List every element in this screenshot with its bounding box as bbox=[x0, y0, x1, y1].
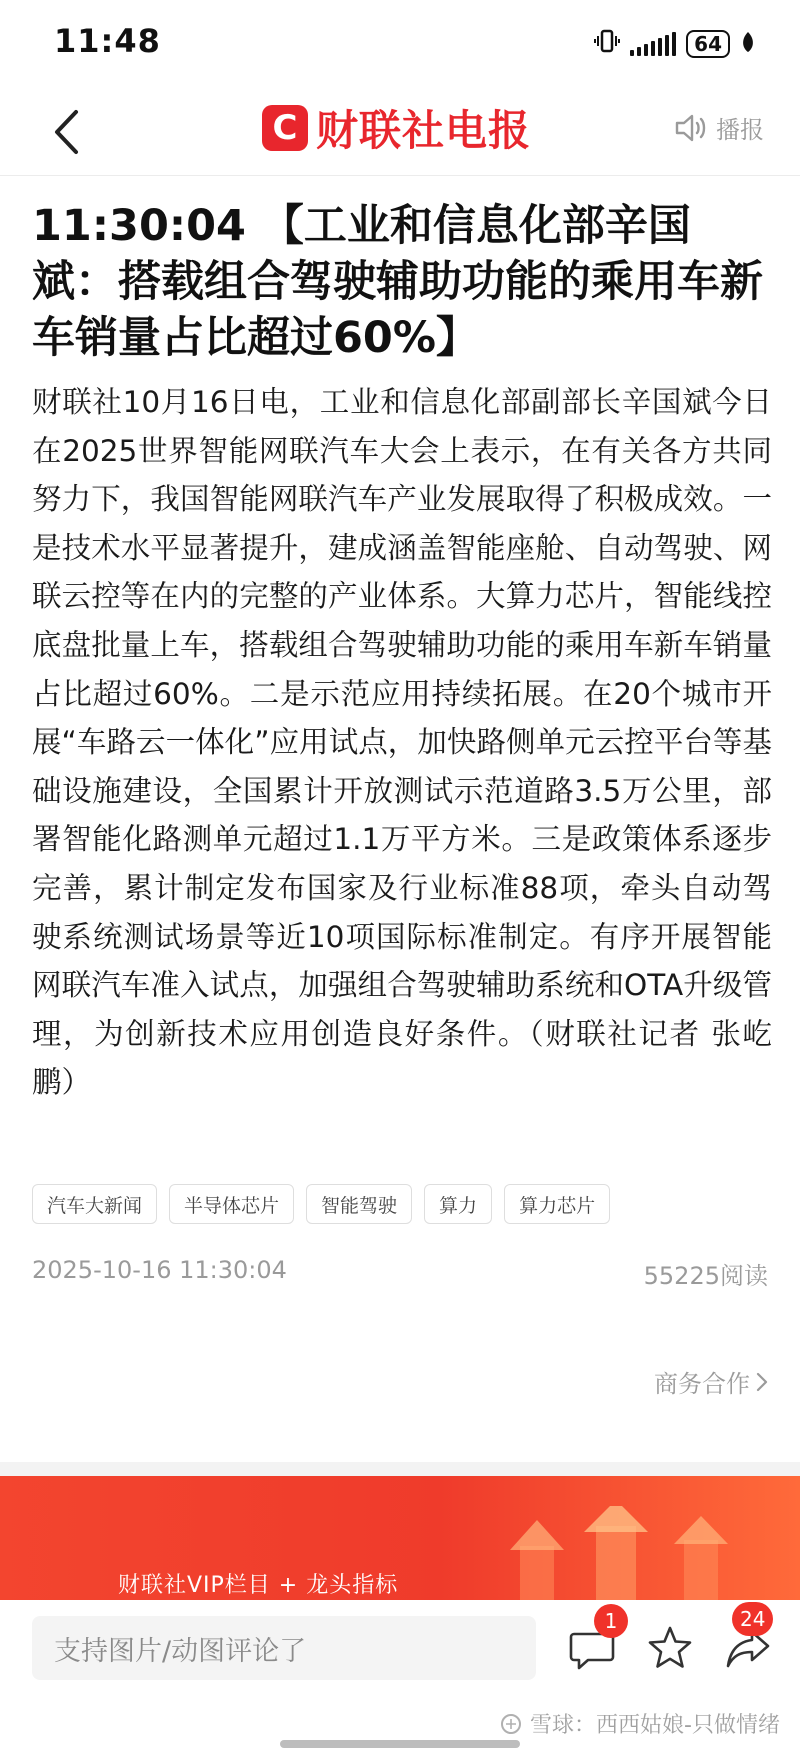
business-label: 商务合作 bbox=[654, 1370, 750, 1398]
comment-placeholder: 支持图片/动图评论了 bbox=[54, 1635, 307, 1667]
comment-input[interactable] bbox=[32, 1616, 536, 1680]
tag-item[interactable]: 智能驾驶 bbox=[306, 1184, 412, 1224]
vibrate-icon bbox=[594, 28, 620, 60]
article-body: 财联社10月16日电，工业和信息化部副部长辛国斌今日在2025世界智能网联汽车大会上表示，在有关各方共同努力下，我国智能网联汽车产业发展取得了积极成效。一是技术水平显著提升，建成涵盖智能座舱、自动驾驶、网联云控等在内的完整的产业体系。大算力芯片，智能线控底盘批量上车，搭载组合驾驶辅助功能的乘用车新车销量占比超过60%。二是示范应用持续拓展。在20个城市开展“车路云一体化”应用试点，加快路侧单元云控平台等基础设施建设，全国累计开放测试示范道路3.5万公里，部署智能化路测单元超过1.1万平方米。三是政策体系逐步完善，累计制定发布国家及行业标准88项，牵头自动驾驶系统测试场景等近10项国际标准制定。有序开展智能网联汽车准入试点，加强组合驾驶辅助系统和OTA升级管理，为创新技术应用创造良好条件。（财联社记者 张屹鹏） bbox=[32, 385, 772, 1100]
app-header bbox=[0, 88, 800, 176]
star-icon bbox=[644, 1622, 696, 1674]
growth-arrows-icon bbox=[500, 1506, 760, 1600]
banner-text: 财联社VIP栏目 + 龙头指标 bbox=[118, 1573, 399, 1598]
watermark bbox=[500, 1708, 780, 1739]
watermark-text: 雪球：西西姑娘-只做情绪 bbox=[530, 1713, 780, 1738]
tag-item[interactable]: 汽车大新闻 bbox=[32, 1184, 157, 1224]
status-icons bbox=[594, 28, 756, 60]
comment-button[interactable] bbox=[566, 1609, 618, 1674]
tag-item[interactable]: 算力 bbox=[424, 1184, 492, 1224]
logo-mark-icon: C bbox=[262, 105, 308, 151]
status-bar bbox=[0, 0, 800, 88]
battery-level: 64 bbox=[694, 32, 722, 56]
leaf-icon bbox=[740, 30, 756, 59]
logo-text: 财联社电报 bbox=[316, 106, 532, 155]
back-button[interactable] bbox=[36, 102, 96, 162]
snowball-logo-icon bbox=[500, 1713, 522, 1735]
business-link[interactable] bbox=[654, 1364, 768, 1399]
article-datetime: 2025-10-16 11:30:04 bbox=[32, 1256, 287, 1284]
tag-item[interactable]: 算力芯片 bbox=[504, 1184, 610, 1224]
section-divider bbox=[0, 1462, 800, 1476]
chevron-left-icon bbox=[52, 109, 80, 155]
article-meta bbox=[32, 1256, 768, 1291]
read-count: 55225阅读 bbox=[643, 1262, 768, 1290]
speaker-icon bbox=[674, 113, 708, 143]
vip-banner[interactable] bbox=[0, 1476, 800, 1600]
share-button[interactable] bbox=[722, 1607, 774, 1674]
broadcast-button[interactable] bbox=[674, 110, 764, 145]
favorite-button[interactable] bbox=[644, 1622, 696, 1674]
chevron-right-icon bbox=[756, 1372, 768, 1392]
bottom-action-bar bbox=[0, 1600, 800, 1758]
article-title: 11:30:04 【工业和信息化部辛国斌：搭载组合驾驶辅助功能的乘用车新车销量占比超过60%】 bbox=[32, 201, 763, 363]
broadcast-label: 播报 bbox=[716, 116, 764, 144]
signal-icon bbox=[630, 32, 676, 56]
status-time: 11:48 bbox=[54, 22, 161, 60]
comment-count-badge: 1 bbox=[594, 1604, 628, 1638]
share-count-badge: 24 bbox=[732, 1602, 773, 1636]
tag-item[interactable]: 半导体芯片 bbox=[169, 1184, 294, 1224]
home-indicator[interactable] bbox=[280, 1740, 520, 1748]
tag-list bbox=[32, 1184, 610, 1224]
app-logo bbox=[262, 98, 531, 158]
battery-indicator bbox=[686, 30, 730, 58]
